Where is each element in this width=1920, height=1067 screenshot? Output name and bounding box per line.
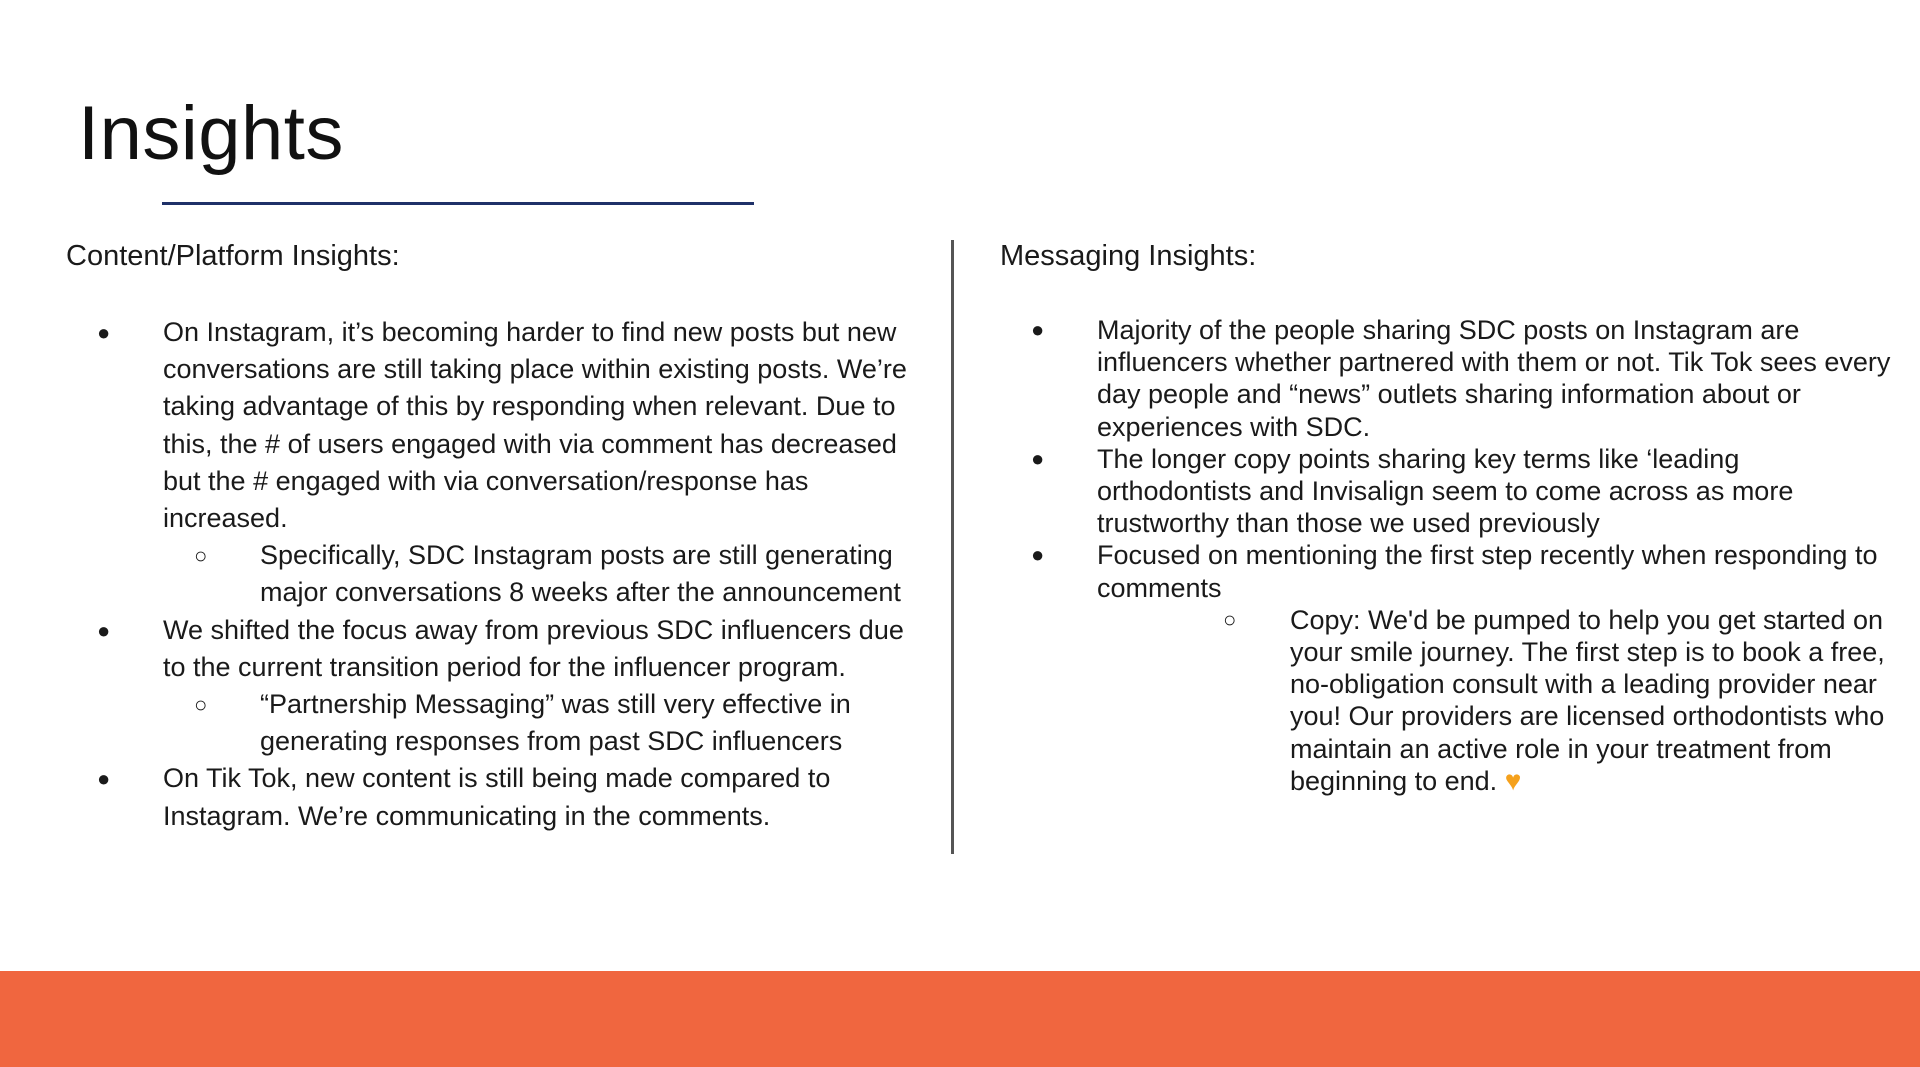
list-item [66, 760, 926, 834]
bullet-dot: ● [97, 320, 111, 345]
list-item [1000, 539, 1900, 797]
title-underline [162, 202, 754, 205]
list-item [1000, 314, 1900, 443]
bullet-text: On Tik Tok, new content is still being made compared to Instagram. We’re communicating in the comments. [163, 763, 831, 831]
bullet-text: On Instagram, it’s becoming harder to find new posts but new conversations are still taking place within existing posts. We’re taking advantage of this by responding when relevant. Due to this, the # of users engaged with via comment has decreased but the # engaged with via conversation/response has increased. [163, 317, 907, 534]
right-bullet-list [1000, 314, 1900, 797]
sub-bullet-text: “Partnership Messaging” was still very effective in generating responses from past SDC influencers [260, 689, 851, 757]
right-column-heading: Messaging Insights: [1000, 240, 1257, 272]
content-platform-insights-column [66, 240, 926, 835]
bullet-dot: ● [1031, 445, 1045, 471]
sub-bullet-list [1097, 604, 1900, 797]
sub-bullet-list [163, 537, 926, 611]
sub-bullet-circle: ○ [1223, 606, 1237, 632]
column-divider [951, 240, 954, 854]
bullet-dot: ● [1031, 317, 1045, 342]
footer-accent-bar [0, 971, 1920, 1067]
messaging-insights-column [1000, 240, 1900, 797]
sub-bullet-list [163, 686, 926, 760]
bullet-dot: ● [1031, 542, 1045, 568]
slide-title: Insights [78, 91, 344, 176]
copy-text: Copy: We'd be pumped to help you get started on your smile journey. The first step is to book a free, no-obligation consult with a leading provider near you! Our providers are licensed orthodontists who maintain an active role in your treatment from beginning to end. [1290, 604, 1885, 796]
bullet-dot: ● [97, 766, 111, 792]
sub-list-item [163, 537, 926, 611]
list-item [1000, 443, 1900, 540]
left-column-heading: Content/Platform Insights: [66, 240, 400, 272]
sub-list-item [1223, 604, 1900, 797]
sub-bullet-text: Specifically, SDC Instagram posts are still generating major conversations 8 weeks after the announcement [260, 540, 901, 608]
sub-list-item [163, 686, 926, 760]
list-item [66, 612, 926, 761]
bullet-dot: ● [97, 617, 111, 643]
left-bullet-list [66, 314, 926, 835]
sub-bullet-circle: ○ [194, 692, 208, 718]
bullet-text: The longer copy points sharing key terms like ‘leading orthodontists and Invisalign seem to come across as more trustworthy than those we used previously [1097, 443, 1794, 539]
bullet-text: We shifted the focus away from previous SDC influencers due to the current transition period for the influencer program. [163, 614, 904, 682]
bullet-text: Majority of the people sharing SDC posts on Instagram are influencers whether partnered with them or not. Tik Tok sees every day people and “news” outlets sharing information about or experiences with SDC. [1097, 315, 1891, 442]
list-item [66, 314, 926, 612]
heart-icon: ♥ [1504, 764, 1522, 796]
sub-bullet-circle: ○ [194, 543, 208, 569]
bullet-text: Focused on mentioning the first step recently when responding to comments [1097, 540, 1878, 603]
